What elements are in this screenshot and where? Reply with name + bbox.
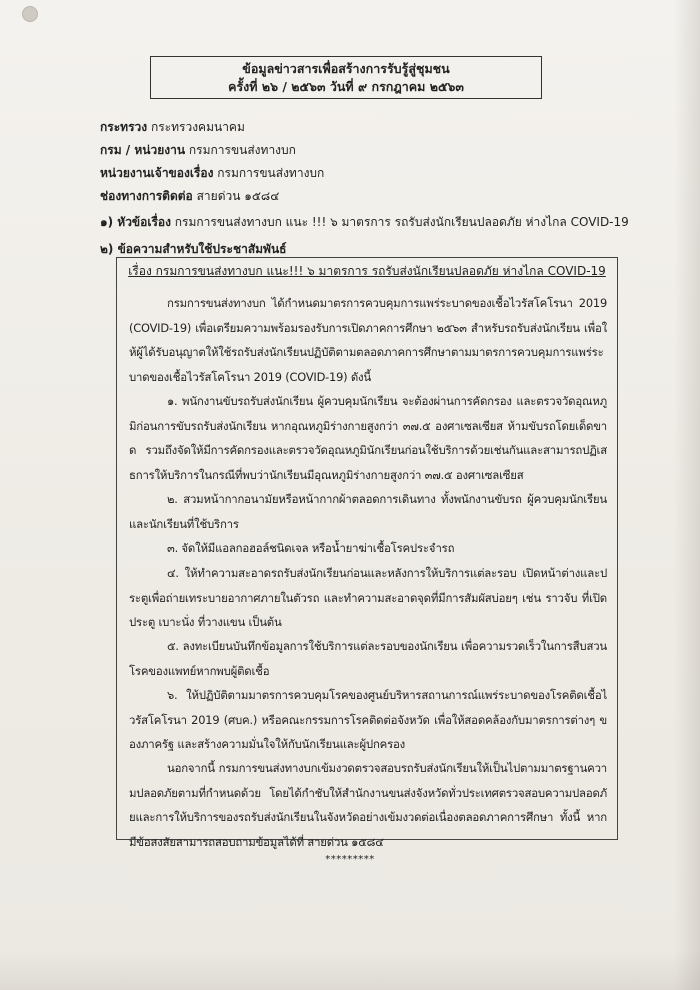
ministry-label: กระทรวง [100,120,148,134]
header-box [150,56,542,99]
measure-item-1: ๑. พนักงานขับรถรับส่งนักเรียน ผู้ควบคุมนักเรียน จะต้องผ่านการคัดกรอง และตรวจวัดอุณหภูมิก่อนการขับรถรับส่งนักเรียน หากอุณหภูมิร่างกายสูงกว่า ๓๗.๕ องศาเซลเซียส ห้ามขับรถโดยเด็ดขาด รวมถึงจัดให้มีการคัดกรองและตรวจวัดอุณหภูมินักเรียนก่อนใช้บริการด้วยเช่นกันและสามารถปฏิเสธการให้บริการในกรณีที่พบว่านักเรียนมีอุณหภูมิร่างกายสูงกว่า ๓๗.๕ องศาเซลเซียส [129,394,607,482]
meta-contact [100,187,279,206]
measure-item-5: ๕. ลงทะเบียนบันทึกข้อมูลการใช้บริการแต่ละรอบของนักเรียน เพื่อความรวดเร็วในการสืบสวนโรคของแพทย์หากพบผู้ติดเชื้อ [129,639,607,678]
section-1-heading [100,213,629,232]
contact-label: ช่องทางการติดต่อ [100,189,193,203]
measure-item-3: ๓. จัดให้มีแอลกอฮอล์ชนิดเจล หรือน้ำยาฆ่าเชื้อโรคประจำรถ [167,541,455,555]
punch-hole [22,6,38,22]
pr-content-box [116,257,618,849]
ministry-value: กระทรวงคมนาคม [150,120,245,134]
measure-item-6: ๖. ให้ปฏิบัติตามมาตรการควบคุมโรคของศูนย์บริหารสถานการณ์แพร่ระบาดของโรคติดเชื้อไวรัสโคโรนา 2019 (ศบค.) หรือคณะกรรมการโรคติดต่อจังหวัด เพื่อให้สอดคล้องกับมาตรการต่างๆ ของภาครัฐ และสร้างความมั่นใจให้กับนักเรียนและผู้ปกครอง [129,688,607,751]
header-line-2: ครั้งที่ ๒๖ / ๒๕๖๓ วันที่ ๙ กรกฎาคม ๒๕๖๓ [228,79,464,94]
section-2-label: ๒) ข้อความสำหรับใช้ประชาสัมพันธ์ [100,242,287,256]
page-edge-shadow [674,0,700,990]
meta-owner [100,164,324,183]
end-marker: ********* [325,854,375,865]
story-title: เรื่อง กรมการขนส่งทางบก แนะ!!! ๖ มาตรการ รถรับส่งนักเรียนปลอดภัย ห่างไกล COVID-19 [128,264,606,278]
closing-paragraph: นอกจากนี้ กรมการขนส่งทางบกเข้มงวดตรวจสอบรถรับส่งนักเรียนให้เป็นไปตามมาตรฐานความปลอดภัยตามที่กำหนดด้วย โดยได้กำชับให้สำนักงานขนส่งจังหวัดทั่วประเทศตรวจสอบความปลอดภัยและการให้บริการของรถรับส่งนักเรียนในจังหวัดอย่างเข้มงวดต่อเนื่องตลอดภาคการศึกษา ทั้งนี้ หากมีข้อสงสัยสามารถสอบถามข้อมูลได้ที่ สายด่วน ๑๕๘๔ [129,761,607,849]
intro-paragraph: กรมการขนส่งทางบก ได้กำหนดมาตรการควบคุมการแพร่ระบาดของเชื้อไวรัสโคโรนา 2019 (COVID-19) เพื่อเตรียมความพร้อมรองรับการเปิดภาคการศึกษา ๒๕๖๓ สำหรับรถรับส่งนักเรียน เพื่อให้ผู้ได้รับอนุญาตให้ใช้รถรับส่งนักเรียนปฏิบัติตามตลอดภาคการศึกษาตามมาตรการควบคุมการแพร่ระบาดของเชื้อไวรัสโคโรนา 2019 (COVID-19) ดังนี้ [129,296,607,384]
section-1-value: กรมการขนส่งทางบก แนะ !!! ๖ มาตรการ รถรับส่งนักเรียนปลอดภัย ห่างไกล COVID-19 [174,215,629,229]
meta-department [100,141,296,160]
header-line-1: ข้อมูลข่าวสารเพื่อสร้างการรับรู้สู่ชุมชน [242,61,450,76]
department-value: กรมการขนส่งทางบก [188,143,296,157]
meta-ministry [100,118,245,137]
section-1-label: ๑) หัวข้อเรื่อง [100,215,171,229]
page-bottom-shade [0,950,700,990]
owner-value: กรมการขนส่งทางบก [217,166,325,180]
measure-item-4: ๔. ให้ทำความสะอาดรถรับส่งนักเรียนก่อนและหลังการให้บริการแต่ละรอบ เปิดหน้าต่างและประตูเพื่อถ่ายเทระบายอากาศภายในตัวรถ และทำความสะอาดจุดที่มีการสัมผัสบ่อยๆ เช่น ราวจับ ที่เปิดประตู เบาะนั่ง ที่วางแขน เป็นต้น [129,566,607,629]
measure-item-2: ๒. สวมหน้ากากอนามัยหรือหน้ากากผ้าตลอดการเดินทาง ทั้งพนักงานขับรถ ผู้ควบคุมนักเรียน และนักเรียนที่ใช้บริการ [129,492,607,531]
department-label: กรม / หน่วยงาน [100,143,186,157]
owner-label: หน่วยงานเจ้าของเรื่อง [100,166,214,180]
contact-value: สายด่วน ๑๕๘๔ [196,189,280,203]
